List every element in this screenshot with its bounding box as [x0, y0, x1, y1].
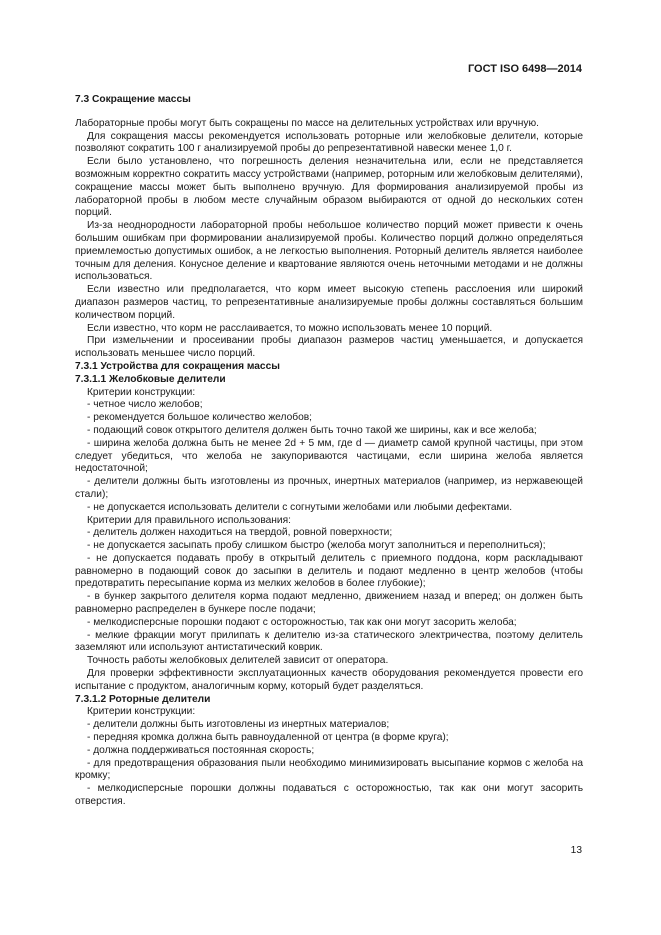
paragraph: Если известно, что корм не расслаивается, то можно использовать менее 10 порций. — [87, 322, 493, 334]
section-heading: 7.3 Сокращение массы — [75, 94, 191, 105]
list-item: - подающий совок открытого делителя должен быть точно такой же ширины, как и все желоба; — [87, 424, 537, 436]
paragraph: Из-за неоднородности лабораторной пробы небольшое количество порций может привести к очень большим ошибкам при формировании анализируемой пробы. Количество порций должно определяться приемлемостью допустимых ошибок, а не легкостью выполнения. Роторный делитель является наиболее точным для деления. Конусное деление и квартование являются очень неточными методами и не должны использоваться. — [75, 220, 583, 283]
list-item: - для предотвращения образования пыли необходимо минимизировать высыпание кормов с желоба на кромку; — [75, 757, 583, 782]
paragraph: Лабораторные пробы могут быть сокращены по массе на делительных устройствах или вручную. — [75, 117, 539, 129]
subsubsection-heading: 7.3.1.1 Желобковые делители — [75, 373, 226, 385]
list-item: - мелкодисперсные порошки должны подаваться с осторожностью, так как они могут засорить отверстия. — [75, 783, 583, 808]
list-item: - передняя кромка должна быть равноудаленной от центра (в форме круга); — [87, 732, 449, 744]
paragraph: Для сокращения массы рекомендуется использовать роторные или желобковые делители, которые позволяют сократить 100 г анализируемой пробы до репрезентативной навески менее 1,0 г. — [75, 130, 583, 155]
section-paragraphs — [75, 118, 583, 361]
list-item: - делители должны быть изготовлены из прочных, инертных материалов (например, из нержавеющей стали); — [75, 476, 583, 500]
list-item: - не допускается подавать пробу в открытый делитель с приемного поддона, корм раскладывают равномерно в подающий совок до засыпки в делитель и подают медленно в центр желобов (чтобы предотвратить пересыпание корма из мелких желобов в более глубокие); — [75, 552, 583, 590]
trough-splitter-list — [75, 387, 583, 694]
rotary-splitter-list — [75, 706, 583, 808]
list-item: - делители должны быть изготовлены из инертных материалов; — [87, 719, 390, 731]
list-item: - четное число желобов; — [87, 399, 203, 411]
list-item: - не допускается использовать делители с согнутыми желобами или любыми дефектами. — [87, 501, 513, 513]
list-item: - не допускается засыпать пробу слишком быстро (желоба могут заполниться и переполниться); — [87, 540, 546, 552]
paragraph: Если было установлено, что погрешность деления незначительна или, если не представляется возможным корректно сократить массу устройствами (например, роторным или желобковым делителями), сокращение массы может быть выполнено вручную. Для формирования анализируемой пробы из лабораторной пробы в любом месте случайным образом выбираются от одной до нескольких сотен порций. — [75, 156, 583, 219]
subsection-heading: 7.3.1 Устройства для сокращения массы — [75, 360, 280, 372]
document-header: ГОСТ ISO 6498—2014 — [467, 63, 582, 75]
list-item: Критерии конструкции: — [87, 706, 196, 718]
list-item: Критерии для правильного использования: — [87, 514, 291, 526]
list-item: - в бункер закрытого делителя корма подают медленно, движением назад и вперед; он должен быть равномерно распределен в бункере после подачи; — [75, 591, 583, 616]
list-item: Для проверки эффективности эксплуатационных качеств оборудования рекомендуется провести его испытание с продуктом, аналогичным корму, который будет разделяться. — [75, 668, 583, 692]
list-item: - рекомендуется большое количество желобов; — [87, 412, 312, 424]
page-number: 13 — [570, 845, 582, 856]
list-item: - мелкие фракции могут прилипать к делителю из-за статического электричества, поэтому делитель заземляют или используют антистатический коврик. — [75, 629, 583, 654]
subsubsection-heading: 7.3.1.2 Роторные делители — [75, 693, 211, 705]
paragraph: При измельчении и просеивании пробы диапазон размеров частиц уменьшается, и допускается использовать меньшее число порций. — [75, 335, 583, 360]
page-content — [75, 94, 583, 809]
paragraph: Если известно или предполагается, что корм имеет высокую степень расслоения или широкий диапазон размеров частиц, то репрезентативные анализируемые пробы должны составляться большим количеством порций. — [75, 284, 583, 321]
list-item: - делитель должен находиться на твердой, ровной поверхности; — [87, 527, 393, 539]
list-item: Критерии конструкции: — [87, 386, 196, 398]
list-item: Точность работы желобковых делителей зависит от оператора. — [87, 655, 389, 667]
list-item: - должна поддерживаться постоянная скорость; — [87, 744, 315, 756]
list-item: - ширина желоба должна быть не менее 2d + 5 мм, где d — диаметр самой крупной частицы, при этом следует убедиться, что желоба не закупориваются частицами, если ширина желоба является недостаточной; — [75, 437, 583, 475]
list-item: - мелкодисперсные порошки подают с осторожностью, так как они могут засорить желоба; — [87, 616, 517, 628]
